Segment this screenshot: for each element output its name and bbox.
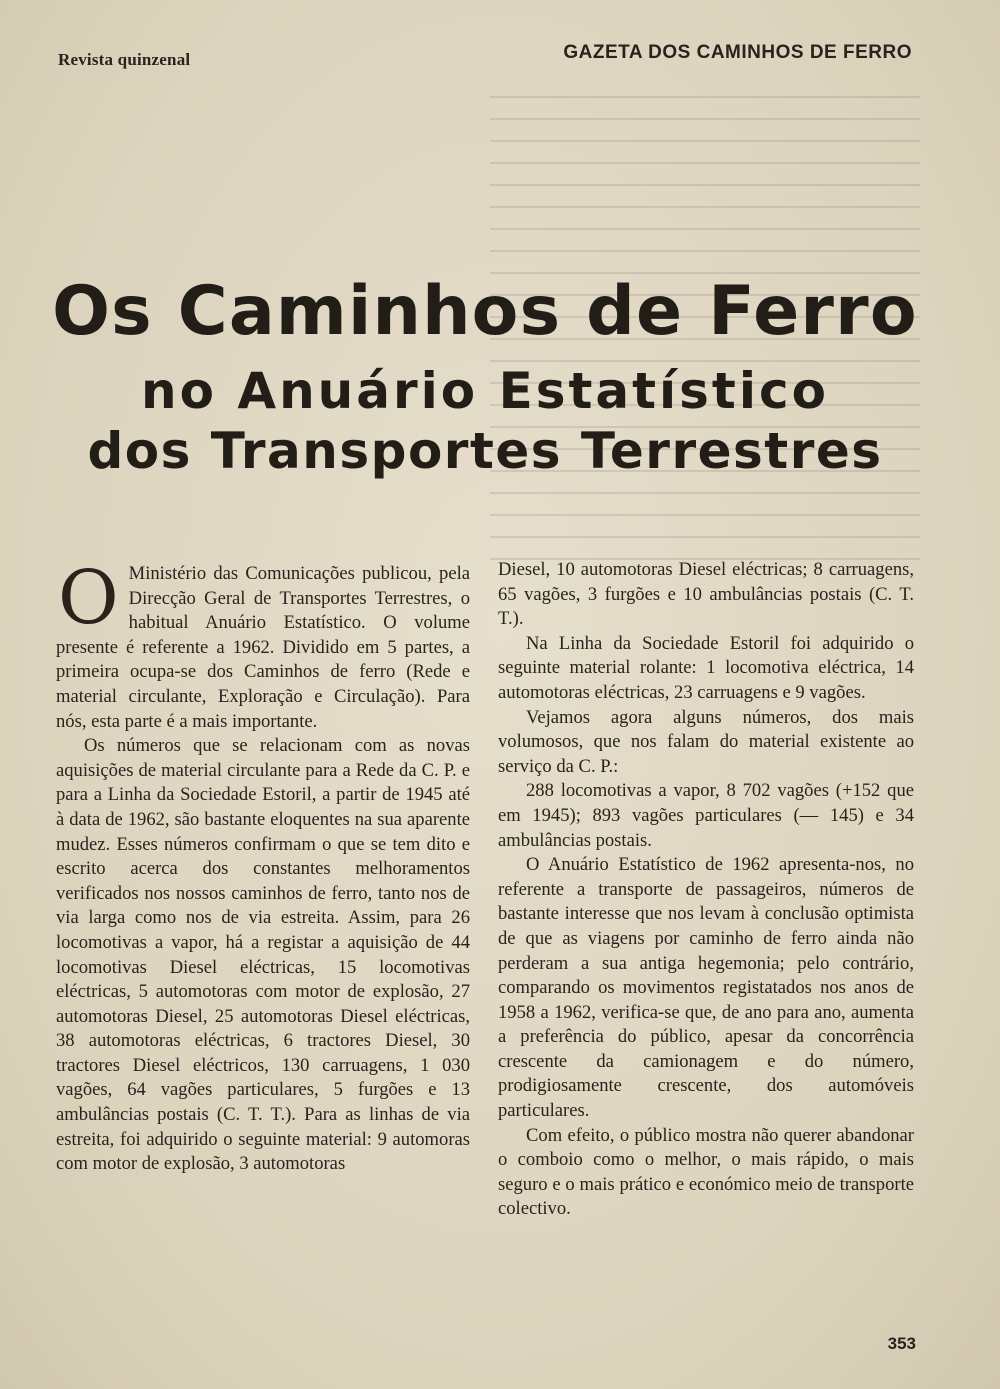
paragraph: Na Linha da Sociedade Estoril foi adquirido o seguinte material rolante: 1 locomotiva eléctrica, 14 automotoras eléctricas, 23 carruagens e 9 vagões. [498,632,914,703]
header-right: GAZETA DOS CAMINHOS DE FERRO [563,42,912,63]
drop-cap: O [58,555,119,641]
paragraph [56,555,470,734]
paragraph-text: Ministério das Comunicações publicou, pela Direcção Geral de Transportes Terrestres, o habitual Anuário Estatístico. O volume presente é referente a 1962. Dividido em 5 partes, a primeira ocupa-se dos Caminhos de ferro (Rede e material circulante, Exploração e Circulação). Para nós, esta parte é a mais importante. [56,563,470,732]
title-line-3: dos Transportes Terrestres [87,422,883,480]
paragraph: Com efeito, o público mostra não querer abandonar o comboio como o melhor, o mais rápido, o mais seguro e o mais prático e económico meio de transporte colectivo. [498,1124,914,1220]
paragraph: Diesel, 10 automotoras Diesel eléctricas; 8 carruagens, 65 vagões, 3 furgões e 10 ambulâncias postais (C. T. T.). [498,559,914,630]
header-left: Revista quinzenal [58,50,191,69]
article-column-right [498,558,914,1222]
paragraph: 288 locomotivas a vapor, 8 702 vagões (+152 que em 1945); 893 vagões particulares (— 145) e 34 ambulâncias postais. [498,780,914,851]
title-line-1: Os Caminhos de Ferro [52,272,918,351]
paragraph: Vejamos agora alguns números, dos mais volumosos, que nos falam do material existente ao serviço da C. P.: [498,706,914,777]
page-number: 353 [887,1334,916,1353]
article-column-left [56,555,470,1177]
title-line-2: no Anuário Estatístico [141,362,829,420]
paragraph: O Anuário Estatístico de 1962 apresenta-nos, no referente a transporte de passageiros, números de bastante interesse que nos levam à conclusão optimista de que as viagens por caminho de ferro ainda não perderam a sua antiga hegemonia; pelo contrário, comparando os movimentos registatados nos anos de 1958 a 1962, verifica-se que, de ano para ano, aumenta a preferência do público, apesar da concorrência crescente da camionagem e do número, prodigiosamente crescente, dos automóveis particulares. [498,854,914,1122]
paragraph: Os números que se relacionam com as novas aquisições de material circulante para a Rede da C. P. e para a Linha da Sociedade Estoril, a partir de 1945 até à data de 1962, são bastante eloquentes na sua aparente mudez. Esses números confirmam o que se tem dito e escrito acerca dos constantes melhoramentos verificados nos nossos caminhos de ferro, tanto nos de via larga como nos de via estreita. Assim, para 26 locomotivas a vapor, há a registar a aquisição de 44 locomotivas Diesel eléctricas, 15 locomotivas eléctricas, 5 automotoras com motor de explosão, 27 automotoras Diesel, 25 automotoras Diesel eléctricas, 38 automotoras eléctricas, 6 tractores Diesel, 30 tractores Diesel eléctricos, 130 carruagens, 1 030 vagões, 64 vagões particulares, 5 furgões e 13 ambulâncias postais (C. T. T.). Para as linhas de via estreita, foi adquirido o seguinte material: 9 automoras com motor de explosão, 3 automotoras [56,735,470,1175]
